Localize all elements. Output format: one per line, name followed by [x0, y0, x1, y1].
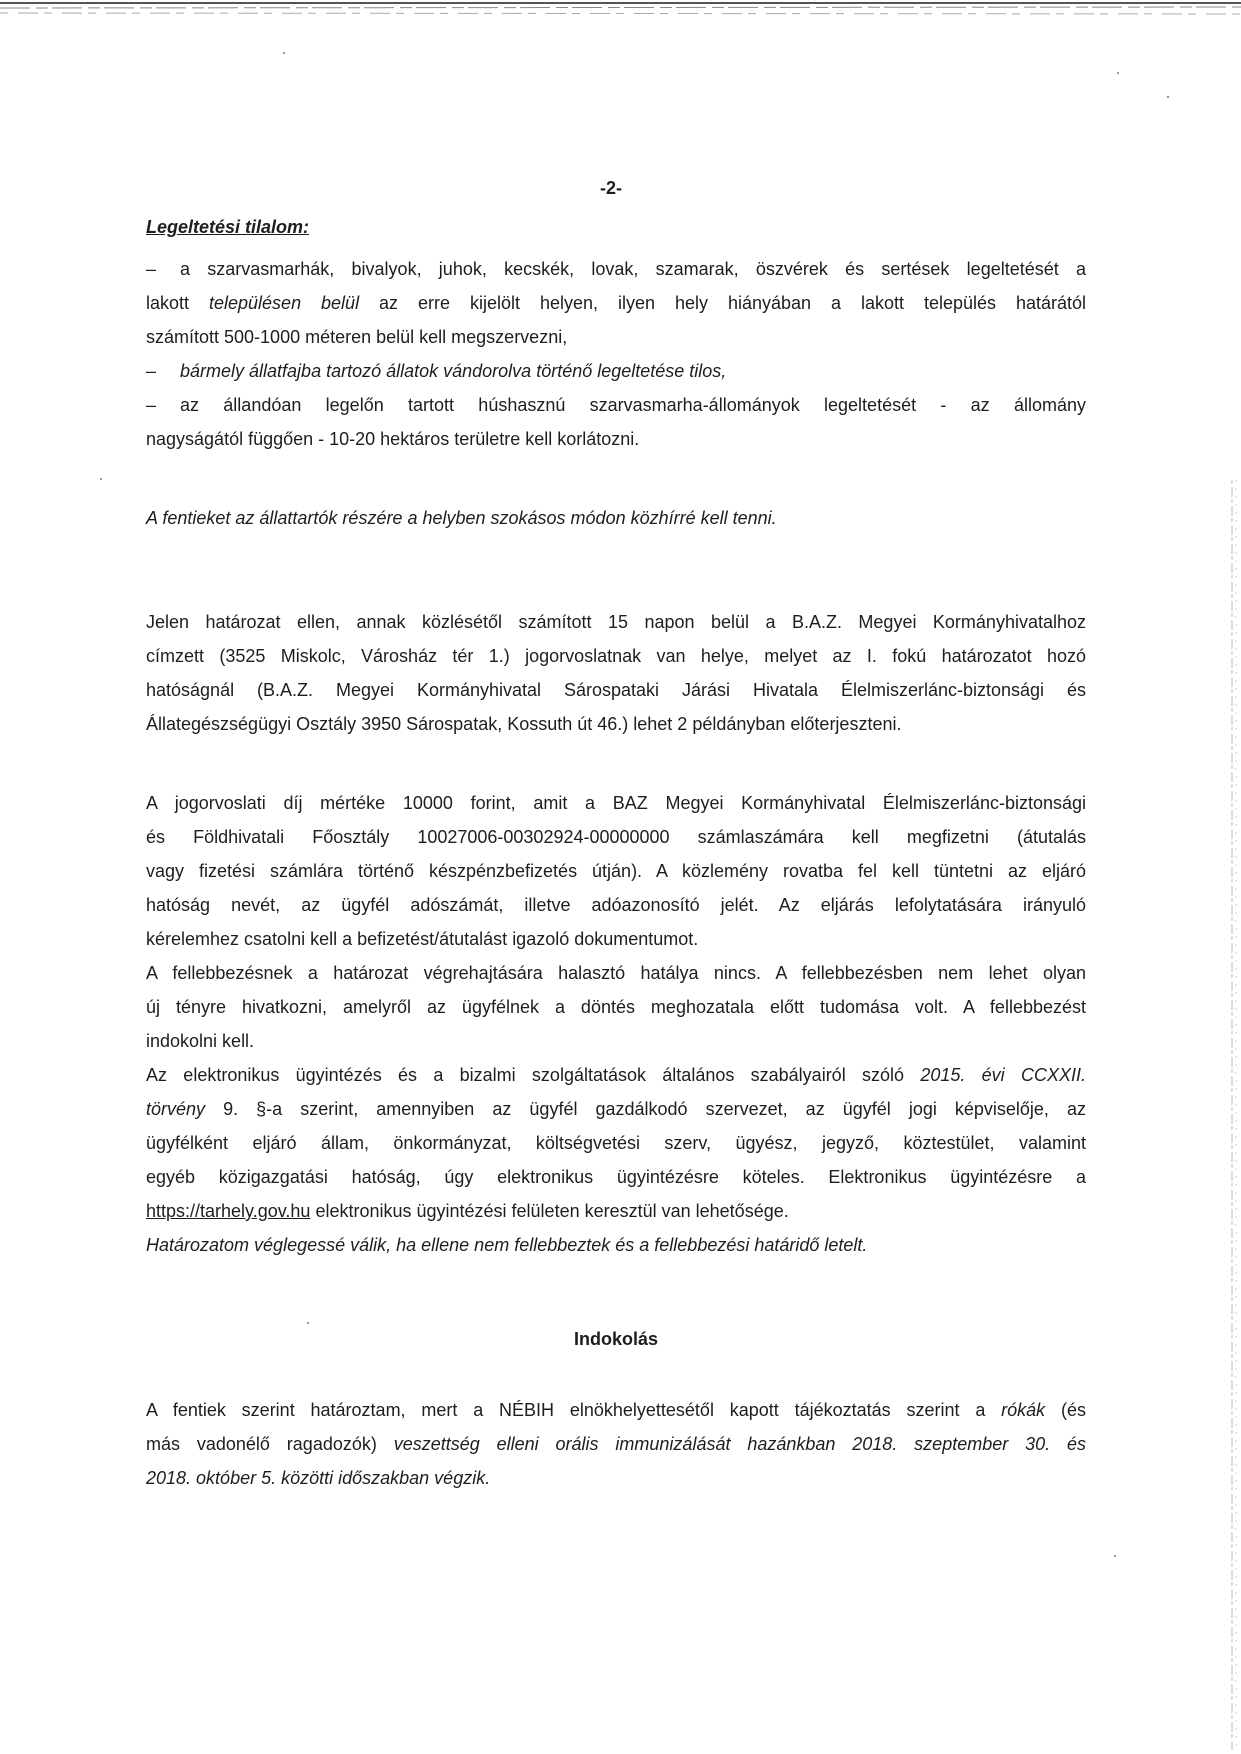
grazing-item-2-text: bármely állatfajba tartozó állatok vándorolva történő legeltetése tilos, [180, 361, 727, 381]
reasoning-paragraph [146, 1393, 1086, 1495]
text-run: más vadonélő ragadozók) [146, 1434, 394, 1454]
suspense-line: új tényre hivatkozni, amelyről az ügyfélnek a döntés meghozatala előtt tudomása volt. A fellebbezést [146, 997, 1086, 1017]
suspense-line: A fellebbezésnek a határozat végrehajtására halasztó hatálya nincs. A fellebbezésben nem lehet olyan [146, 963, 1086, 983]
fee-line: A jogorvoslati díj mértéke 10000 forint, amit a BAZ Megyei Kormányhivatal Élelmiszerlánc-biztonsági [146, 793, 1086, 813]
electronic-line-3: ügyfélként eljáró állam, önkormányzat, költségvetési szerv, ügyész, jegyző, köztestület, valamint [146, 1133, 1086, 1153]
electronic-line-2 [146, 1092, 1086, 1126]
appeal-line: címzett (3525 Miskolc, Városház tér 1.) jogorvoslatnak van helye, melyet az I. fokú határozatot hozó [146, 646, 1086, 666]
reasoning-line-1 [146, 1393, 1086, 1427]
scan-speck [100, 478, 102, 480]
fee-line: hatóság nevét, az ügyfél adószámát, illetve adóazonosító jelét. Az eljárás lefolytatására irányuló [146, 895, 1086, 915]
emphasis-text: veszettség elleni orális immunizálását hazánkban 2018. szeptember 30. és [393, 1434, 1086, 1454]
scan-speck [1114, 1555, 1116, 1557]
reasoning-line-3: 2018. október 5. közötti időszakban végzik. [146, 1468, 491, 1488]
grazing-item-3 [146, 388, 1086, 422]
fee-line: kérelemhez csatolni kell a befizetést/átutalást igazoló dokumentumot. [146, 929, 699, 949]
scan-speck [1117, 72, 1119, 74]
scan-speck [307, 1322, 309, 1324]
law-reference: törvény [146, 1099, 206, 1119]
scan-speck [1167, 96, 1169, 98]
scan-right-edge [1227, 480, 1241, 1750]
appeal-line: hatóságnál (B.A.Z. Megyei Kormányhivatal Sárospataki Járási Hivatala Élelmiszerlánc-biztonsági és [146, 680, 1086, 700]
scan-top-edge [0, 0, 1241, 20]
electronic-line-4: egyéb közigazgatási hatóság, úgy elektronikus ügyintézésre köteles. Elektronikus ügyintézésre a [146, 1167, 1086, 1187]
electronic-line-1 [146, 1058, 1086, 1092]
grazing-item-1 [146, 252, 1086, 286]
appeal-paragraph [146, 605, 1086, 741]
grazing-item-1-line-1: a szarvasmarhák, bivalyok, juhok, kecskék, lovak, szamarak, öszvérek és sertések legeltetését a [180, 259, 1086, 279]
text-run: (és [1045, 1400, 1086, 1420]
text-run: elektronikus ügyintézési felületen keresztül van lehetősége. [310, 1201, 789, 1221]
reasoning-title: Indokolás [573, 1329, 658, 1349]
dash-bullet: – [146, 395, 157, 415]
fee-paragraph [146, 786, 1086, 1262]
dash-bullet: – [146, 361, 157, 381]
emphasis-text: településen belül [209, 293, 360, 313]
dash-bullet: – [146, 259, 157, 279]
electronic-line-5 [146, 1194, 1086, 1228]
suspense-line: indokolni kell. [146, 1031, 255, 1051]
grazing-ban-heading: Legeltetési tilalom: [146, 217, 310, 237]
text-run: az erre kijelölt helyen, ilyen hely hiányában a lakott település határától [359, 293, 1087, 313]
grazing-item-3-line-2: nagyságától függően - 10-20 hektáros területre kell korlátozni. [146, 429, 640, 449]
grazing-list [146, 252, 1086, 456]
appeal-line: Állategészségügyi Osztály 3950 Sárospatak, Kossuth út 46.) lehet 2 példányban előterjeszteni. [146, 714, 902, 734]
appeal-line: Jelen határozat ellen, annak közlésétől számított 15 napon belül a B.A.Z. Megyei Kormányhivatalhoz [146, 612, 1086, 632]
scan-speck [283, 52, 285, 54]
tarhely-link[interactable]: https://tarhely.gov.hu [146, 1201, 311, 1221]
emphasis-text: rókák [1001, 1400, 1046, 1420]
text-run: A fentiek szerint határoztam, mert a NÉBIH elnökhelyettesétől kapott tájékoztatás szerint a [146, 1400, 1002, 1420]
announcement-text: A fentieket az állattartók részére a helyben szokásos módon közhírré kell tenni. [146, 508, 777, 528]
fee-line: vagy fizetési számlára történő készpénzbefizetés útján). A közlemény rovatba fel kell tüntetni az eljáró [146, 861, 1086, 881]
page-number: -2- [600, 178, 622, 198]
text-run: lakott [146, 293, 209, 313]
text-run: Az elektronikus ügyintézés és a bizalmi szolgáltatások általános szabályairól szóló [146, 1065, 921, 1085]
text-run: 9. §-a szerint, amennyiben az ügyfél gazdálkodó szervezet, az ügyfél jogi képviselője, az [205, 1099, 1086, 1119]
grazing-item-1-line-3: számított 500-1000 méteren belül kell megszervezni, [146, 327, 568, 347]
grazing-item-1-line-2 [146, 286, 1086, 320]
grazing-item-3-line-1: az állandóan legelőn tartott húshasznú szarvasmarha-állományok legeltetését - az állomány [180, 395, 1086, 415]
reasoning-line-2 [146, 1427, 1086, 1461]
grazing-item-2 [146, 354, 1086, 388]
fee-line: és Földhivatali Főosztály 10027006-00302924-00000000 számlaszámára kell megfizetni (átutalás [146, 827, 1086, 847]
law-reference: 2015. évi CCXXII. [920, 1065, 1086, 1085]
finality-statement: Határozatom véglegessé válik, ha ellene nem fellebbeztek és a fellebbezési határidő letelt. [146, 1235, 868, 1255]
